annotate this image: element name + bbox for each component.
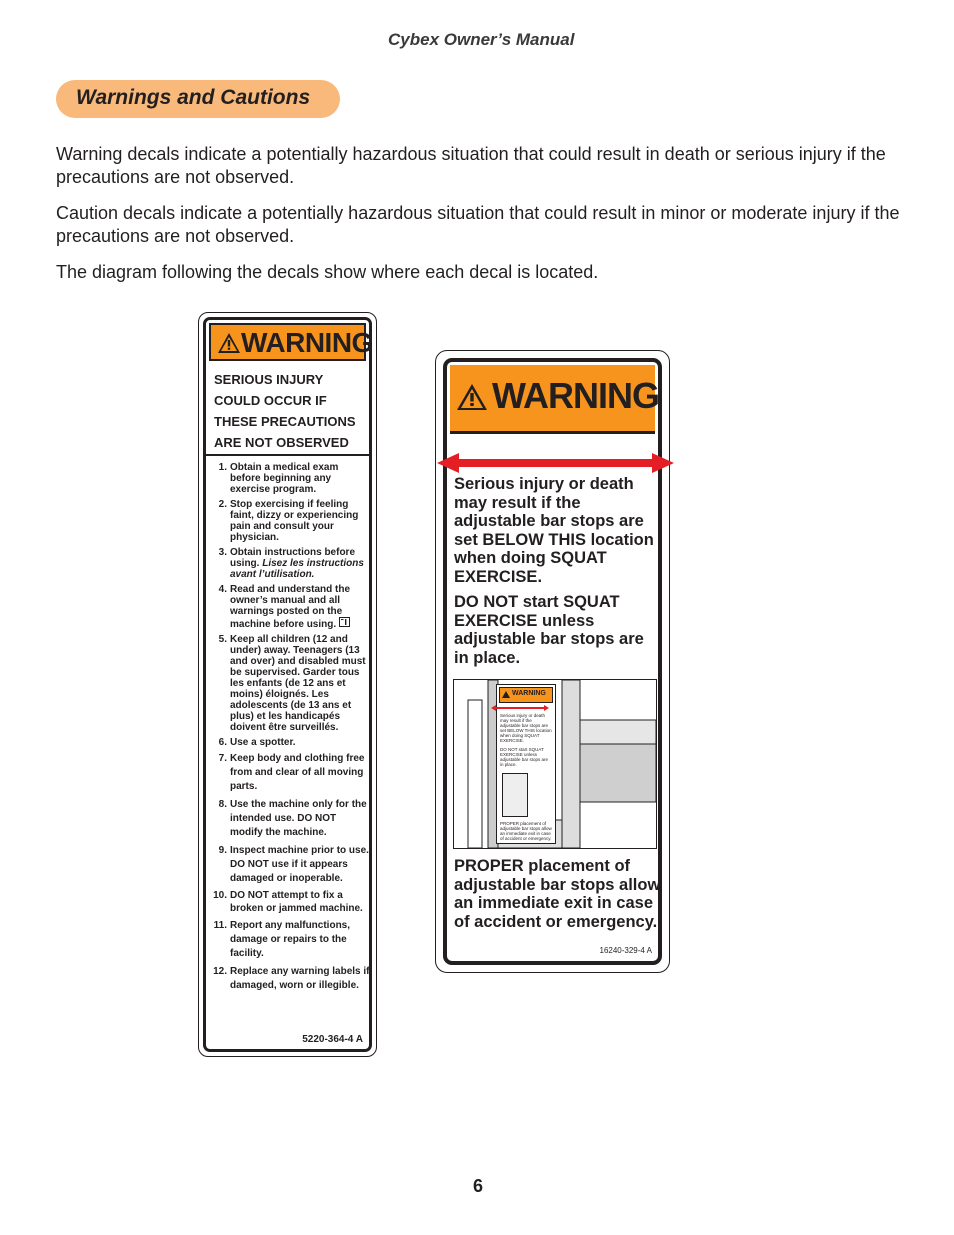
item-text: Replace any warning labels if damaged, worn or illegible. [230,966,370,991]
warning-triangle-icon [217,332,241,354]
item-number: 6. [218,737,227,748]
list-item [210,462,370,495]
item-text: Keep body and clothing free from and clear of all moving parts. [230,753,365,792]
item-text: Report any malfunctions, damage or repairs to the facility. [230,920,351,959]
page-number: 6 [473,1176,484,1196]
item-text: Use the machine only for the intended use. DO NOT modify the machine. [230,799,367,838]
section-title: Warnings and Cautions [76,86,311,109]
paragraph-caution: Caution decals indicate a potentially hazardous situation that could result in minor or moderate injury if the precautions are not observed. [56,203,900,246]
decal1-part-code: 5220-364-4 A [302,1034,363,1045]
warning-triangle-icon [456,383,488,411]
item-number: 10. [213,890,227,901]
decal1-headline-line: ARE NOT OBSERVED [214,435,349,450]
mini-warning-banner [499,687,553,703]
decal2-text-proper-placement: PROPER placement of adjustable bar stops allow an immediate exit in case of accident or emergency. [454,857,661,931]
manual-title: Cybex Owner’s Manual [388,30,575,49]
list-item [210,499,370,543]
item-number: 12. [213,966,227,977]
item-text: Use a spotter. [230,737,296,748]
list-item [210,584,370,630]
section-title-pill [56,80,340,118]
decal2-part-code: 16240-329-4 A [599,946,652,955]
paragraph-diagram: The diagram following the decals show where each decal is located. [56,262,599,282]
decal2-warning-banner [450,365,659,434]
decal1-warning-banner [209,323,373,361]
item-number: 1. [218,462,227,473]
item-text: DO NOT attempt to fix a broken or jammed machine. [230,890,363,914]
decal2-text-do-not-start: DO NOT start SQUAT EXERCISE unless adjustable bar stops are in place. [454,593,644,667]
item-number: 9. [218,845,227,856]
decal1-warning-label: WARNING [241,327,373,358]
item-text-plain: Obtain instructions before using. [230,547,356,569]
decal1-headline-line: THESE PRECAUTIONS [214,414,356,429]
item-text: Keep all children (12 and under) away. Teenagers (13 and over) and disabled must be supervised. Garder tous les enfants (de 12 ans et moins) éloignés. Les adolescents (de 13 ans et plus) et les handicapés doivent être surveillés. [230,634,366,733]
decal1-headline [214,369,374,453]
paragraph-warning: Warning decals indicate a potentially hazardous situation that could result in death or serious injury if the precautions are not observed. [56,144,886,187]
warning-decal-2 [435,350,670,973]
mini-photo [502,773,528,817]
decal1-headline-line: SERIOUS INJURY [214,372,324,387]
decal2-warning-label: WARNING [492,375,659,416]
list-item [210,890,370,915]
warning-triangle-icon [502,691,510,698]
decal2-machine-photo [453,679,657,849]
item-number: 3. [218,547,227,558]
item-number: 11. [213,920,227,931]
item-number: 7. [218,753,227,764]
mini-text-proper: PROPER placement of adjustable bar stops allow an immediate exit in case of accident or emergency. [500,821,552,841]
list-item [210,919,370,961]
item-text-plain: Read and understand the owner’s manual and all warnings posted on the machine before using. [230,584,351,630]
item-number: 4. [218,584,227,595]
item-text: Obtain a medical exam before beginning any exercise program. [230,462,339,495]
decal2-text-serious-injury: Serious injury or death may result if the adjustable bar stops are set BELOW THIS location when doing SQUAT EXERCISE. [454,475,654,586]
item-number: 2. [218,499,227,510]
list-item [210,844,370,886]
mini-warning-label: WARNING [512,690,546,697]
double-arrow-icon [437,452,674,474]
list-item [210,634,370,733]
item-number: 8. [218,799,227,810]
decal1-divider [206,454,369,456]
list-item [210,752,370,794]
mini-double-arrow-icon [491,705,549,711]
list-item [210,965,370,993]
list-item [210,737,370,748]
mini-text-serious-injury: Serious injury or death may result if the adjustable bar stops are set BELOW THIS location when doing SQUAT EXERCISE. [500,713,552,743]
mini-warning-decal [496,684,556,844]
mini-text-do-not-start: DO NOT start SQUAT EXERCISE unless adjustable bar stops are in place. [500,747,549,767]
item-text: Stop exercising if feeling faint, dizzy or experiencing pain and consult your physician. [230,499,359,543]
manual-book-icon [339,617,350,627]
decal1-precaution-list [210,462,370,997]
item-text [230,584,370,630]
item-text-french: Lisez les instructions avant l’utilisation. [230,558,364,580]
item-number: 5. [218,634,227,645]
item-text: Inspect machine prior to use. DO NOT use if it appears damaged or inoperable. [230,845,369,884]
list-item [210,798,370,840]
list-item [210,547,370,580]
decal1-headline-line: COULD OCCUR IF [214,393,327,408]
item-text [230,547,370,580]
warning-decal-1 [198,312,377,1057]
